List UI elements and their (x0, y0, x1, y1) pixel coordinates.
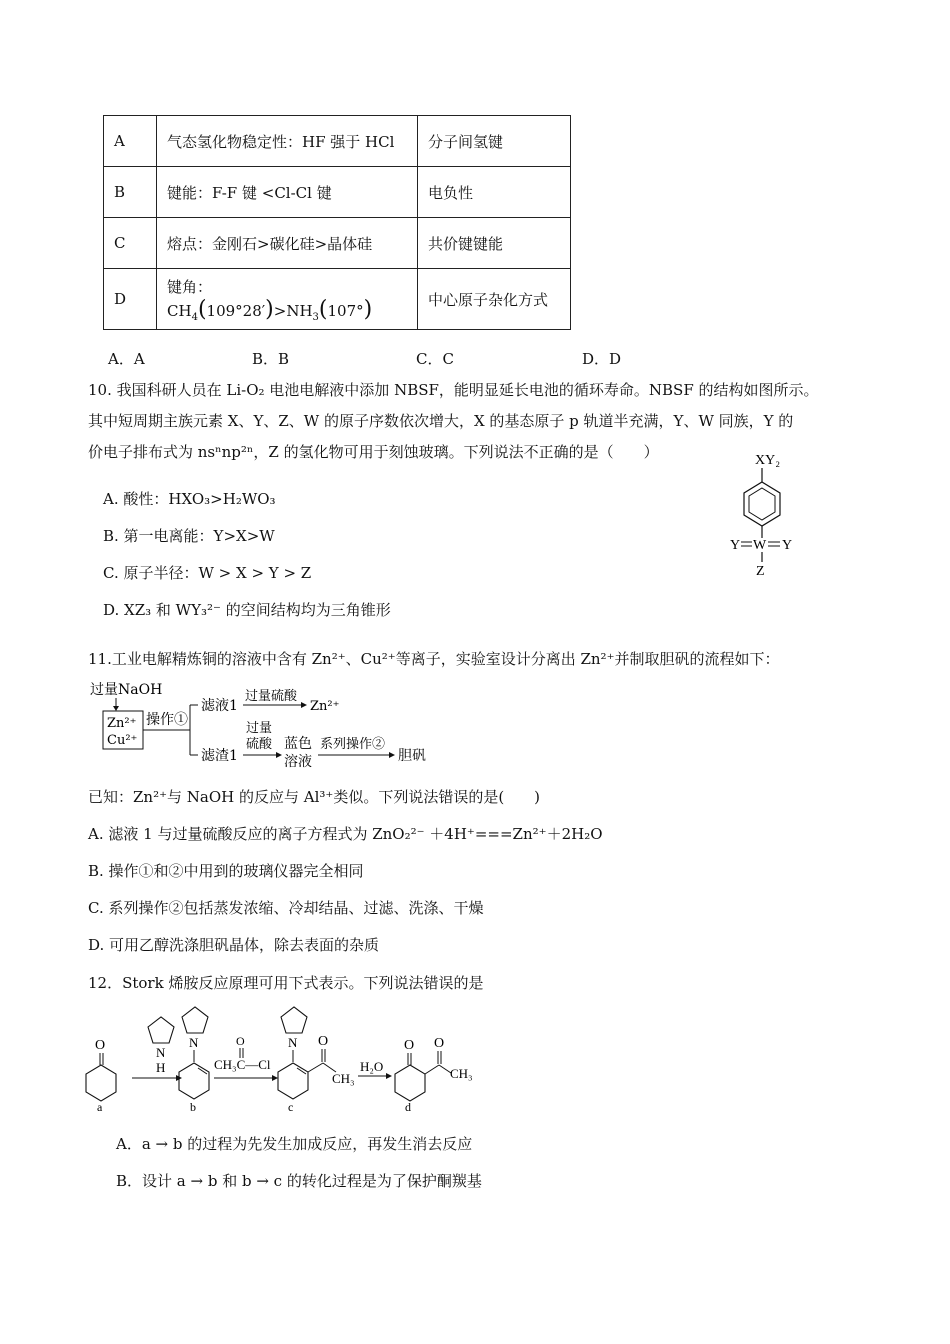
q11-option-d: D. 可用乙醇洗涤胆矾晶体，除去表面的杂质 (88, 936, 380, 954)
structure-center-w: W (753, 538, 767, 553)
q9-option-b: B．B (252, 350, 290, 368)
flow-acid2-line1: 过量 (246, 721, 273, 736)
table-cell: A (104, 116, 157, 167)
methyl-c: CH₃ (332, 1071, 355, 1086)
table-cell: 分子间氢键 (418, 116, 571, 167)
q11-option-c: C. 系列操作②包括蒸发浓缩、冷却结晶、过滤、洗涤、干燥 (88, 899, 484, 917)
table-row (104, 269, 571, 330)
table-cell: 共价键键能 (418, 218, 571, 269)
label-a: a (97, 1100, 103, 1114)
q11-option-b: B. 操作①和②中用到的玻璃仪器完全相同 (88, 862, 364, 880)
q12-reaction-scheme (78, 1005, 498, 1115)
pyrrolidine-h: H (156, 1060, 166, 1075)
ring-b (179, 1063, 209, 1099)
enamine-n-b: N (189, 1035, 199, 1050)
label-d: d (405, 1100, 411, 1114)
bond-angle-prefix: 键角： (167, 277, 213, 296)
flow-residue: 滤渣1 (201, 748, 238, 764)
q9-option-a: A．A (108, 350, 145, 368)
structure-left-y: Y (730, 538, 741, 553)
q11-known: 已知：Zn²⁺与 NaOH 的反应与 Al³⁺类似。下列说法错误的是( ) (88, 788, 541, 806)
flow-zn-product: Zn²⁺ (310, 699, 340, 714)
flow-acid1: 过量硫酸 (245, 689, 298, 704)
nbsf-structure-diagram (720, 448, 820, 578)
table-cell: D (104, 269, 157, 330)
reagent-water: H₂O (360, 1059, 384, 1074)
q11-stem: 11.工业电解精炼铜的溶液中含有 Zn²⁺、Cu²⁺等离子，实验室设计分离出 Zn²⁺并制取胆矾的流程如下： (88, 650, 780, 668)
table-cell: B (104, 167, 157, 218)
q10-option-a: A. 酸性：HXO₃>H₂WO₃ (103, 490, 276, 508)
q9-option-c: C．C (416, 350, 454, 368)
flow-product: 胆矾 (398, 748, 426, 764)
angle-value: 109°28′ (206, 301, 266, 320)
table-cell: 熔点：金刚石>碳化硅>晶体硅 (157, 218, 418, 269)
enamine-n-c: N (288, 1035, 298, 1050)
reagent-formula: CH₃C—Cl (214, 1057, 271, 1072)
pyrrolidine-n: N (156, 1045, 166, 1060)
flow-blue-line1: 蓝色 (284, 736, 312, 752)
q10-stem-line3: 价电子排布式为 nsⁿnp²ⁿ，Z 的氢化物可用于刻蚀玻璃。下列说法不正确的是（ ） (88, 443, 659, 461)
q12-stem: 12．Stork 烯胺反应原理可用下式表示。下列说法错误的是 (88, 974, 484, 992)
table-row (104, 116, 571, 167)
q12-option-a: A．a → b 的过程为先发生加成反应，再发生消去反应 (116, 1135, 473, 1153)
table-cell: 键角：$CH_4(109^\circ 28')>NH_3(107^\circ)$ (157, 269, 418, 330)
table-cell: 键能：F-F 键 <Cl-Cl 键 (157, 167, 418, 218)
ring-d (395, 1065, 425, 1101)
flow-acid2-line2: 硫酸 (246, 737, 273, 752)
q10-option-c: C. 原子半径：W > X > Y > Z (103, 564, 312, 582)
q9-table (103, 115, 571, 330)
label-c: c (288, 1100, 294, 1114)
flow-op1: 操作① (146, 712, 188, 728)
table-cell: C (104, 218, 157, 269)
reagent-o: O (236, 1034, 245, 1048)
pyrrolidine-ring (148, 1017, 174, 1043)
q11-option-a: A. 滤液 1 与过量硫酸反应的离子方程式为 ZnO₂²⁻ ＋4H⁺===Zn²⁺＋2H₂O (88, 825, 603, 843)
table-row (104, 218, 571, 269)
ketone-o-d2: O (434, 1036, 445, 1051)
label-b: b (190, 1100, 196, 1114)
flow-blue-line2: 溶液 (284, 754, 312, 770)
table-row (104, 167, 571, 218)
q10-stem-line2: 其中短周期主族元素 X、Y、Z、W 的原子序数依次增大，X 的基态原子 p 轨道半充满，Y、W 同族，Y 的 (88, 412, 794, 430)
q12-option-b: B．设计 a → b 和 b → c 的转化过程是为了保护酮羰基 (116, 1172, 482, 1190)
table-cell: 电负性 (418, 167, 571, 218)
ring-c (278, 1063, 308, 1099)
q10-option-d: D. XZ₃ 和 WY₃²⁻ 的空间结构均为三角锥形 (103, 601, 391, 619)
ketone-o-a: O (95, 1038, 106, 1053)
angle-value: 107° (327, 301, 364, 320)
table-cell: 中心原子杂化方式 (418, 269, 571, 330)
q10-stem-line1: 10. 我国科研人员在 Li-O₂ 电池电解液中添加 NBSF，能明显延长电池的循环寿命。NBSF 的结构如图所示。 (88, 381, 819, 399)
flow-box-zn: Zn²⁺ (107, 716, 137, 731)
structure-top-label: XY₂ (755, 453, 781, 468)
q9-option-d: D．D (582, 350, 622, 368)
table-cell: 气态氢化物稳定性：HF 强于 HCl (157, 116, 418, 167)
structure-right-y: Y (782, 538, 793, 553)
ring-a (86, 1065, 116, 1101)
flow-filtrate: 滤液1 (201, 698, 238, 714)
flow-op2: 系列操作② (320, 737, 386, 752)
ketone-o-d1: O (404, 1038, 415, 1053)
flow-naoh: 过量NaOH (90, 682, 163, 698)
methyl-d: CH₃ (450, 1066, 473, 1081)
q11-flowchart (88, 680, 448, 772)
ketone-o-c: O (318, 1034, 329, 1049)
flow-box-cu: Cu²⁺ (107, 733, 138, 748)
structure-bottom-z: Z (756, 564, 765, 578)
q10-option-b: B. 第一电离能：Y>X>W (103, 527, 275, 545)
